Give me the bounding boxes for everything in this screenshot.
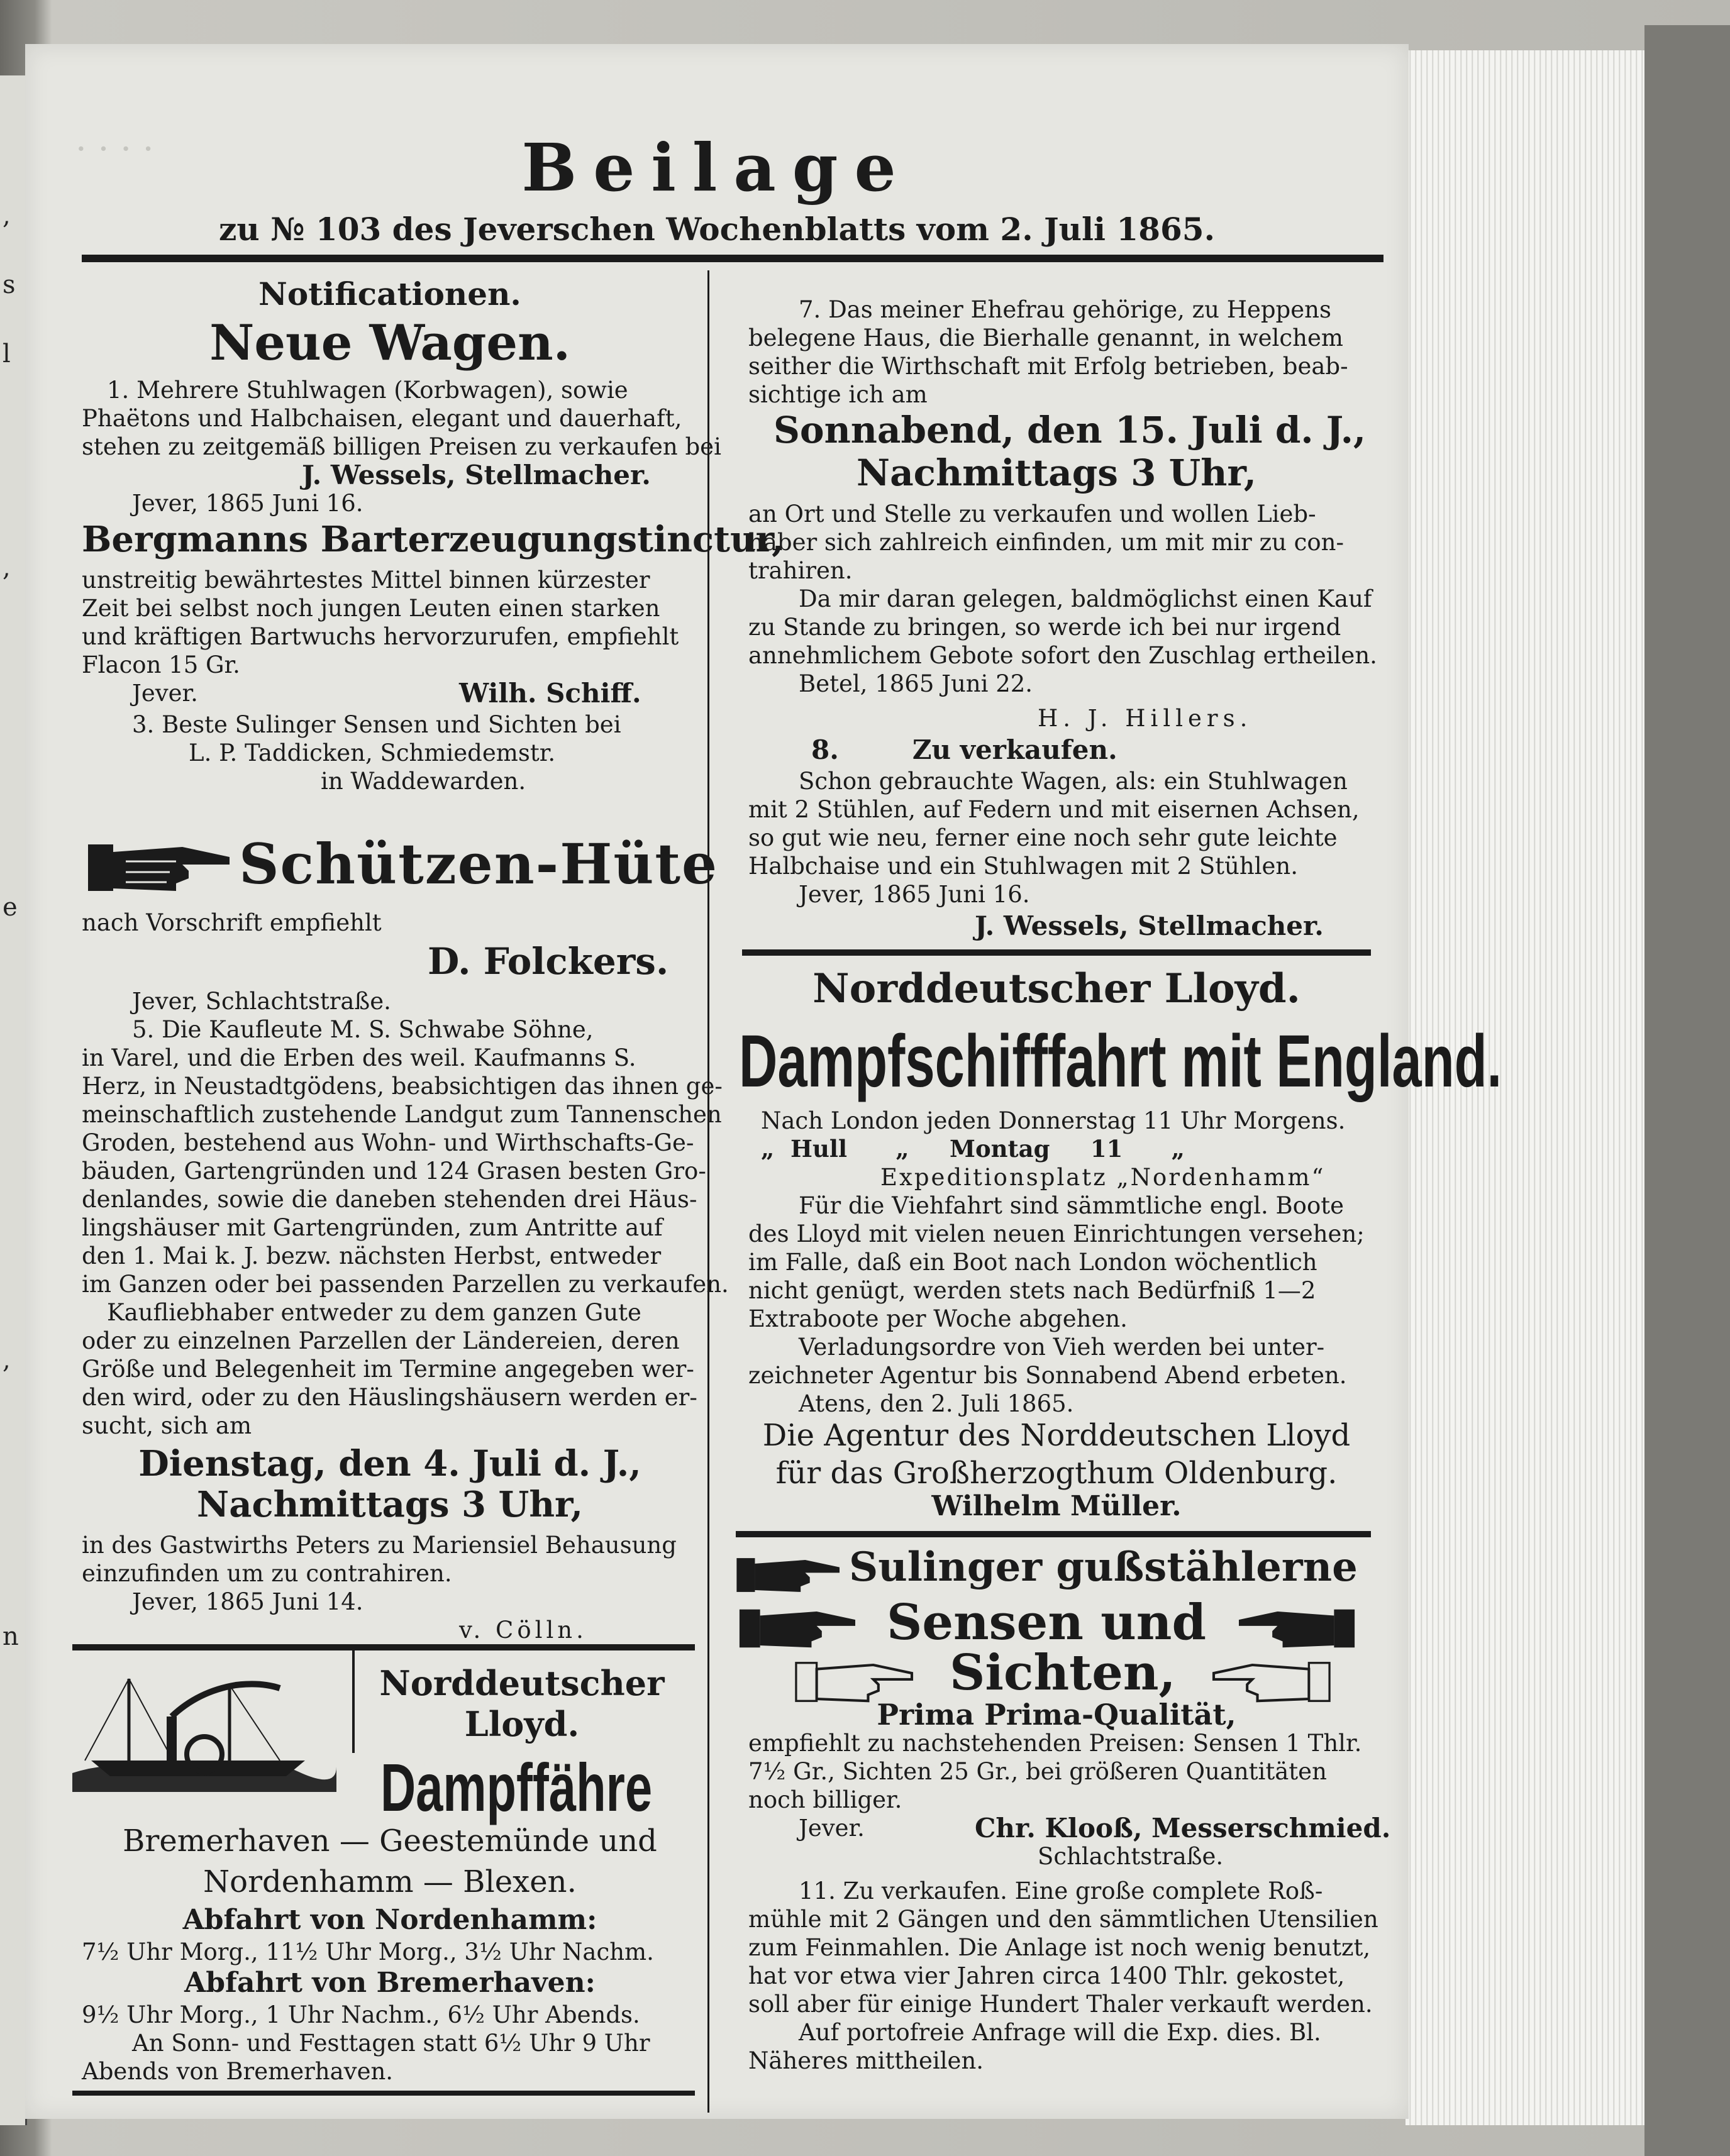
- faehre-lloyd2: Lloyd.: [464, 1704, 580, 1744]
- ad7-line: belegene Haus, die Bierhalle genannt, in welchem: [748, 324, 1343, 351]
- lloyd-line: Nach London jeden Donnerstag 11 Uhr Morgens.: [761, 1107, 1346, 1134]
- faehre-route: Nordenhamm — Blexen.: [203, 1864, 577, 1899]
- sensen-heading: Sensen und: [887, 1594, 1207, 1651]
- ad5-time: Nachmittags 3 Uhr,: [197, 1484, 583, 1525]
- ad7-tail: zu Stande zu bringen, so werde ich bei nur irgend: [748, 614, 1341, 641]
- ad5-line: Größe und Belegenheit im Termine angegeben wer-: [82, 1356, 694, 1383]
- facing-page-edge: , s l , e , n: [0, 75, 27, 2125]
- ad7-tail: Da mir daran gelegen, baldmöglichst einen Kauf: [799, 585, 1372, 612]
- lloyd-line: Extraboote per Woche abgehen.: [748, 1305, 1128, 1332]
- sensen-heading: Sichten,: [950, 1644, 1176, 1701]
- ad11-line: soll aber für einige Hundert Thaler verkauft werden.: [748, 1991, 1373, 2018]
- ad8-line: mit 2 Stühlen, auf Federn und mit eisernen Achsen,: [748, 796, 1360, 823]
- sensen-street: Schlachtstraße.: [1038, 1843, 1224, 1870]
- newspaper-page: · · · · Beilage zu № 103 des Jeverschen Wochenblatts vom 2. Juli 1865. Notificationen. Neue Wagen. 1. Mehrere Stuhlwagen (Korbwagen), sowie Phaëtons und Halbchaisen, elegant und dauerhaft, stehen zu zeitgemäß billigen Preisen zu verkaufen bei J. Wessels, Stellmacher. Jever, 1865 Juni 16. Bergmanns Barterzeugungstinctur, unstreitig bewährtestes Mittel binnen kürzester Zeit bei selbst noch jungen Leuten einen starken und kräftigen Bartwuchs hervorzurufen, empfiehlt Flacon 15 Gr. Jever. Wilh. Schiff. 3. Beste Sulinger Sensen und Sichten bei L. P. Taddicken, Schmiedemstr. in Waddewarden. Schützen-Hüte nach Vorschrift empfiehlt D. Folckers. Jever, Schlachtstraße. 5. Die Kaufleute M. S. Schwabe Söhne, in Varel, und die Erben des weil. Kaufmanns S. Herz, in Neustadtgödens, beabsichtigen das ihnen ge- meinschaftlich zustehende Landgut zum Tannenschen Groden, bestehend aus Wohn- und Wirthschafts-Ge- bäuden, Gartengründen und 124 Grasen besten Gro- denlandes, sowie die daneben stehenden drei Häus- lingshäuser mit Gartengründen, zum Antritte auf den 1. Mai k. J. bezw. nächsten Herbst, entweder im Ganzen oder bei passenden Parzellen zu verkaufen. Kaufliebhaber entweder zu dem ganzen Gute oder zu einzelnen Parzellen der Ländereien, deren Größe und Belegenheit im Termine angegeben wer- den wird, oder zu den Häuslingshäusern werden er- sucht, sich am Dienstag, den 4. Juli d. J., Nachmittags 3 Uhr, in des Gastwirths Peters zu Mariensiel Behausung einzufinden um zu contrahiren. Jever, 1865 Juni 14. v. Cölln. Norddeutscher Lloyd. Dampffähre Bremerhaven — Geestemünde und Nordenhamm — Blexen. Abfahrt von Nordenhamm: 7½ Uhr Morg., 11½ Uhr Morg., 3½ Uhr Nachm. Abfahrt von Bremerhaven: 9½ Uhr Morg., 1 Uhr Nachm., 6½ Uhr Abends. An Sonn- und Festtagen statt 6½ Uhr 9 Uhr Abends von Bremerhaven. 7. Das meiner Ehefrau gehörige, zu Heppens belegene Haus, die Bierhalle genannt, in welchem seither die Wirthschaft mit Erfolg betrieben, beab- sichtige ich am Sonnabend, den 15. Juli d. J., Nachmittags 3 Uhr, an Ort und Stelle zu verkaufen und wollen Lieb- haber sich zahlreich einfinden, um mit mir zu con- trahiren. Da mir daran gelegen, baldmöglichst einen Kauf zu Stande zu bringen, so werde ich bei nur irgend annehmlichem Gebote sofort den Zuschlag ertheilen. Betel, 1865 Juni 22. H. J. Hillers. 8. Zu verkaufen. Schon gebrauchte Wagen, als: ein Stuhlwagen mit 2 Stühlen, auf Federn und mit eisernen Achsen, so gut wie neu, ferner eine noch sehr gute leichte Halbchaise und ein Stuhlwagen mit 2 Stühlen. Jever, 1865 Juni 16. J. Wessels, Stellmacher. Norddeutscher Lloyd. Dampfschifffahrt mit England. Nach London jeden Donnerstag 11 Uhr Morgens. „ Hull „ Montag 11 „ Expeditionsplatz „Nordenhamm“ Für die Viehfahrt sind sämmtliche engl. Boote des Lloyd mit vielen neuen Einrichtungen versehen; im Falle, daß ein Boot nach London wöchentlich nicht genügt, werden stets nach Bedürfniß 1—2 Extraboote per Woche abgehen. Verladungsordre von Vieh werden bei unter- zeichneter Agentur bis Sonnabend Abend erbeten. Atens, den 2. Juli 1865. Die Agentur des Norddeutschen Lloyd für das Großherzogthum Oldenburg. Wilhelm Müller. Sulinger gußstählerne Sensen und Sichten, Prima Prima-Qualität, empfiehlt zu nachstehenden Preisen: Sensen 1 Thlr. 7½ Gr., Sichten 25 Gr., bei größeren Quantitäten noch billiger. Jever. Chr. Klooß, Messerschmied. Schlachtstraße. 11. Zu verkaufen. Eine große complete Roß- mühle mit 2 Gängen und den sämmtlichen Utensilien zum Feinmahlen. Die Anlage ist noch wenig benutzt, hat vor etwa vier Jahren circa 1400 Thlr. gekostet, soll aber für einige Hundert Thaler verkauft werden. Auf portofreie Anfrage will die Exp. dies. Bl. Näheres mittheilen.: [25, 44, 1409, 2119]
- neue-wagen-signature: J. Wessels, Stellmacher.: [302, 460, 651, 490]
- header-rule: [82, 255, 1383, 262]
- faehre-heading: Dampffähre: [380, 1749, 653, 1825]
- faehre-times: 9½ Uhr Morg., 1 Uhr Nachm., 6½ Uhr Abends.: [82, 2001, 640, 2028]
- sensen-rule: [736, 1531, 1371, 1537]
- ad5-line: den wird, oder zu den Häuslingshäusern werden er-: [82, 1384, 697, 1411]
- neue-wagen-line: 1. Mehrere Stuhlwagen (Korbwagen), sowie: [107, 377, 628, 404]
- schuetzen-line: nach Vorschrift empfiehlt: [82, 909, 382, 936]
- sensen-line: 7½ Gr., Sichten 25 Gr., bei größeren Quantitäten: [748, 1758, 1327, 1785]
- faehre-route: Bremerhaven — Geestemünde und: [123, 1823, 657, 1859]
- ad5-line: Groden, bestehend aus Wohn- und Wirthschafts-Ge-: [82, 1129, 694, 1156]
- ad5-line: in Varel, und die Erben des weil. Kaufmanns S.: [82, 1044, 636, 1071]
- bartwuchs-line: Flacon 15 Gr.: [82, 651, 240, 678]
- lloyd-line: „ Hull „ Montag 11 „: [761, 1135, 1185, 1163]
- ad11-line: hat vor etwa vier Jahren circa 1400 Thlr. gekostet,: [748, 1962, 1345, 1989]
- ad7-tail: trahiren.: [748, 557, 853, 584]
- ad5-tail: einzufinden um zu contrahiren.: [82, 1560, 452, 1587]
- schuetzen-signature: D. Folckers.: [428, 940, 669, 983]
- lloyd-line: des Lloyd mit vielen neuen Einrichtungen versehen;: [748, 1220, 1365, 1247]
- pointing-hand-icon: [736, 1600, 862, 1657]
- schuetzen-heading: Schützen-Hüte: [239, 831, 718, 897]
- steamship-icon: [72, 1666, 336, 1792]
- section-title: Notificationen.: [258, 275, 521, 312]
- neue-wagen-line: Phaëtons und Halbchaisen, elegant und dauerhaft,: [82, 405, 682, 432]
- pointing-hand-icon: [88, 833, 233, 902]
- ad8-heading: 8. Zu verkaufen.: [811, 734, 1117, 765]
- ad11-line: zum Feinmahlen. Die Anlage ist noch wenig benutzt,: [748, 1934, 1371, 1961]
- lloyd-heading: Norddeutscher Lloyd.: [812, 965, 1300, 1012]
- ad7-signature: H. J. Hillers.: [1038, 705, 1253, 732]
- neue-wagen-heading: Neue Wagen.: [209, 314, 570, 372]
- ad7-time: Nachmittags 3 Uhr,: [857, 451, 1256, 494]
- bartwuchs-place: Jever.: [132, 680, 198, 707]
- faehre-inner-divider: [352, 1646, 355, 1753]
- ad5-line: Herz, in Neustadtgödens, beabsichtigen das ihnen ge-: [82, 1073, 723, 1100]
- lloyd-rule: [742, 949, 1371, 956]
- neue-wagen-date: Jever, 1865 Juni 16.: [132, 490, 363, 517]
- bartwuchs-line: Zeit bei selbst noch jungen Leuten einen starken: [82, 595, 660, 622]
- faehre-rule: [72, 1644, 695, 1650]
- ad5-line: lingshäuser mit Gartengründen, zum Antritte auf: [82, 1214, 663, 1241]
- ad11-line: mühle mit 2 Gängen und den sämmtlichen Utensilien: [748, 1906, 1378, 1933]
- ad5-date: Dienstag, den 4. Juli d. J.,: [138, 1443, 641, 1484]
- ad8-date: Jever, 1865 Juni 16.: [799, 881, 1030, 908]
- ad5-line: Kaufliebhaber entweder zu dem ganzen Gute: [107, 1299, 641, 1326]
- neue-wagen-line: stehen zu zeitgemäß billigen Preisen zu verkaufen bei: [82, 433, 721, 460]
- lloyd-signature: Wilhelm Müller.: [931, 1490, 1182, 1522]
- lloyd-line: Verladungsordre von Vieh werden bei unter-: [799, 1334, 1325, 1361]
- page-subtitle: zu № 103 des Jeverschen Wochenblatts vom 2. Juli 1865.: [219, 211, 1215, 248]
- ad7-line: sichtige ich am: [748, 381, 928, 408]
- book-cover: [1644, 25, 1730, 2156]
- faehre-sunday: Abends von Bremerhaven.: [82, 2058, 394, 2085]
- lloyd-date: Atens, den 2. Juli 1865.: [799, 1390, 1074, 1417]
- ad5-signature: v. Cölln.: [459, 1617, 587, 1644]
- ad7-tail: annehmlichem Gebote sofort den Zuschlag ertheilen.: [748, 642, 1377, 669]
- schuetzen-place: Jever, Schlachtstraße.: [132, 988, 391, 1015]
- sensen-signature: Chr. Klooß, Messerschmied.: [975, 1813, 1391, 1844]
- ad8-line: Halbchaise und ein Stuhlwagen mit 2 Stühlen.: [748, 853, 1299, 880]
- ad7-date: Sonnabend, den 15. Juli d. J.,: [774, 409, 1367, 451]
- sensen3-line: L. P. Taddicken, Schmiedemstr.: [189, 739, 556, 766]
- lloyd-line: Für die Viehfahrt sind sämmtliche engl. Boote: [799, 1192, 1344, 1219]
- ad11-line: Auf portofreie Anfrage will die Exp. dies. Bl.: [799, 2019, 1321, 2046]
- lloyd-line: im Falle, daß ein Boot nach London wöchentlich: [748, 1249, 1317, 1276]
- lloyd-subheading: Dampfschifffahrt mit England.: [739, 1020, 1502, 1103]
- ad7-date-line: Betel, 1865 Juni 22.: [799, 670, 1033, 697]
- ad5-line: meinschaftlich zustehende Landgut zum Tannenschen: [82, 1101, 722, 1128]
- sensen-place: Jever.: [799, 1815, 865, 1842]
- sensen-heading: Sulinger gußstählerne: [849, 1544, 1358, 1591]
- lloyd-agency: Die Agentur des Norddeutschen Lloyd: [762, 1418, 1351, 1453]
- ad8-line: Schon gebrauchte Wagen, als: ein Stuhlwagen: [799, 768, 1348, 795]
- sensen-line: noch billiger.: [748, 1786, 902, 1813]
- pointing-hand-icon: [736, 1550, 843, 1600]
- ad5-line: im Ganzen oder bei passenden Parzellen zu verkaufen.: [82, 1271, 729, 1298]
- sensen-line: empfiehlt zu nachstehenden Preisen: Sensen 1 Thlr.: [748, 1730, 1362, 1757]
- faehre-departure-heading: Abfahrt von Nordenhamm:: [182, 1904, 597, 1936]
- ad5-line: oder zu einzelnen Parzellen der Ländereien, deren: [82, 1327, 680, 1354]
- lloyd-line: zeichneter Agentur bis Sonnabend Abend erbeten.: [748, 1362, 1347, 1389]
- page-title: Beilage: [521, 129, 912, 206]
- bartwuchs-line: und kräftigen Bartwuchs hervorzurufen, empfiehlt: [82, 623, 679, 650]
- ad5-line: bäuden, Gartengründen und 124 Grasen besten Gro-: [82, 1158, 706, 1185]
- ad11-line: Näheres mittheilen.: [748, 2047, 984, 2074]
- ad8-signature: J. Wessels, Stellmacher.: [975, 910, 1324, 941]
- ad5-line: denlandes, sowie die daneben stehenden drei Häus-: [82, 1186, 697, 1213]
- sensen3-line: in Waddewarden.: [321, 768, 526, 795]
- faehre-bottom-rule: [72, 2091, 695, 2096]
- ad11-line: 11. Zu verkaufen. Eine große complete Roß-: [799, 1877, 1323, 1904]
- faehre-times: 7½ Uhr Morg., 11½ Uhr Morg., 3½ Uhr Nachm.: [82, 1938, 654, 1965]
- lloyd-agency: für das Großherzogthum Oldenburg.: [775, 1456, 1338, 1491]
- sensen-quality: Prima Prima-Qualität,: [877, 1698, 1236, 1732]
- faehre-lloyd: Norddeutscher: [379, 1663, 665, 1703]
- ad7-tail: an Ort und Stelle zu verkaufen und wollen Lieb-: [748, 500, 1316, 528]
- faehre-sunday: An Sonn- und Festtagen statt 6½ Uhr 9 Uhr: [132, 2030, 650, 2057]
- ad7-line: seither die Wirthschaft mit Erfolg betrieben, beab-: [748, 353, 1348, 380]
- sensen3-line: 3. Beste Sulinger Sensen und Sichten bei: [132, 711, 621, 738]
- ad5-line: den 1. Mai k. J. bezw. nächsten Herbst, entweder: [82, 1242, 662, 1269]
- bartwuchs-signature: Wilh. Schiff.: [459, 678, 641, 709]
- ad8-line: so gut wie neu, ferner eine noch sehr gute leichte: [748, 824, 1338, 851]
- pointing-hand-icon: [1233, 1600, 1358, 1657]
- ad7-tail: haber sich zahlreich einfinden, um mit mir zu con-: [748, 529, 1345, 556]
- lloyd-line: nicht genügt, werden stets nach Bedürfniß 1—2: [748, 1277, 1316, 1304]
- bartwuchs-heading: Bergmanns Barterzeugungstinctur,: [82, 519, 784, 560]
- lloyd-line: Expeditionsplatz „Nordenhamm“: [880, 1164, 1326, 1191]
- ad5-tail: in des Gastwirths Peters zu Mariensiel Behausung: [82, 1532, 677, 1559]
- bartwuchs-line: unstreitig bewährtestes Mittel binnen kürzester: [82, 567, 650, 594]
- faehre-departure-heading: Abfahrt von Bremerhaven:: [184, 1967, 596, 1999]
- ad5-date-line: Jever, 1865 Juni 14.: [132, 1588, 363, 1615]
- ad5-line: 5. Die Kaufleute M. S. Schwabe Söhne,: [132, 1016, 594, 1043]
- ad5-line: sucht, sich am: [82, 1412, 252, 1439]
- ad7-line: 7. Das meiner Ehefrau gehörige, zu Heppens: [799, 296, 1331, 323]
